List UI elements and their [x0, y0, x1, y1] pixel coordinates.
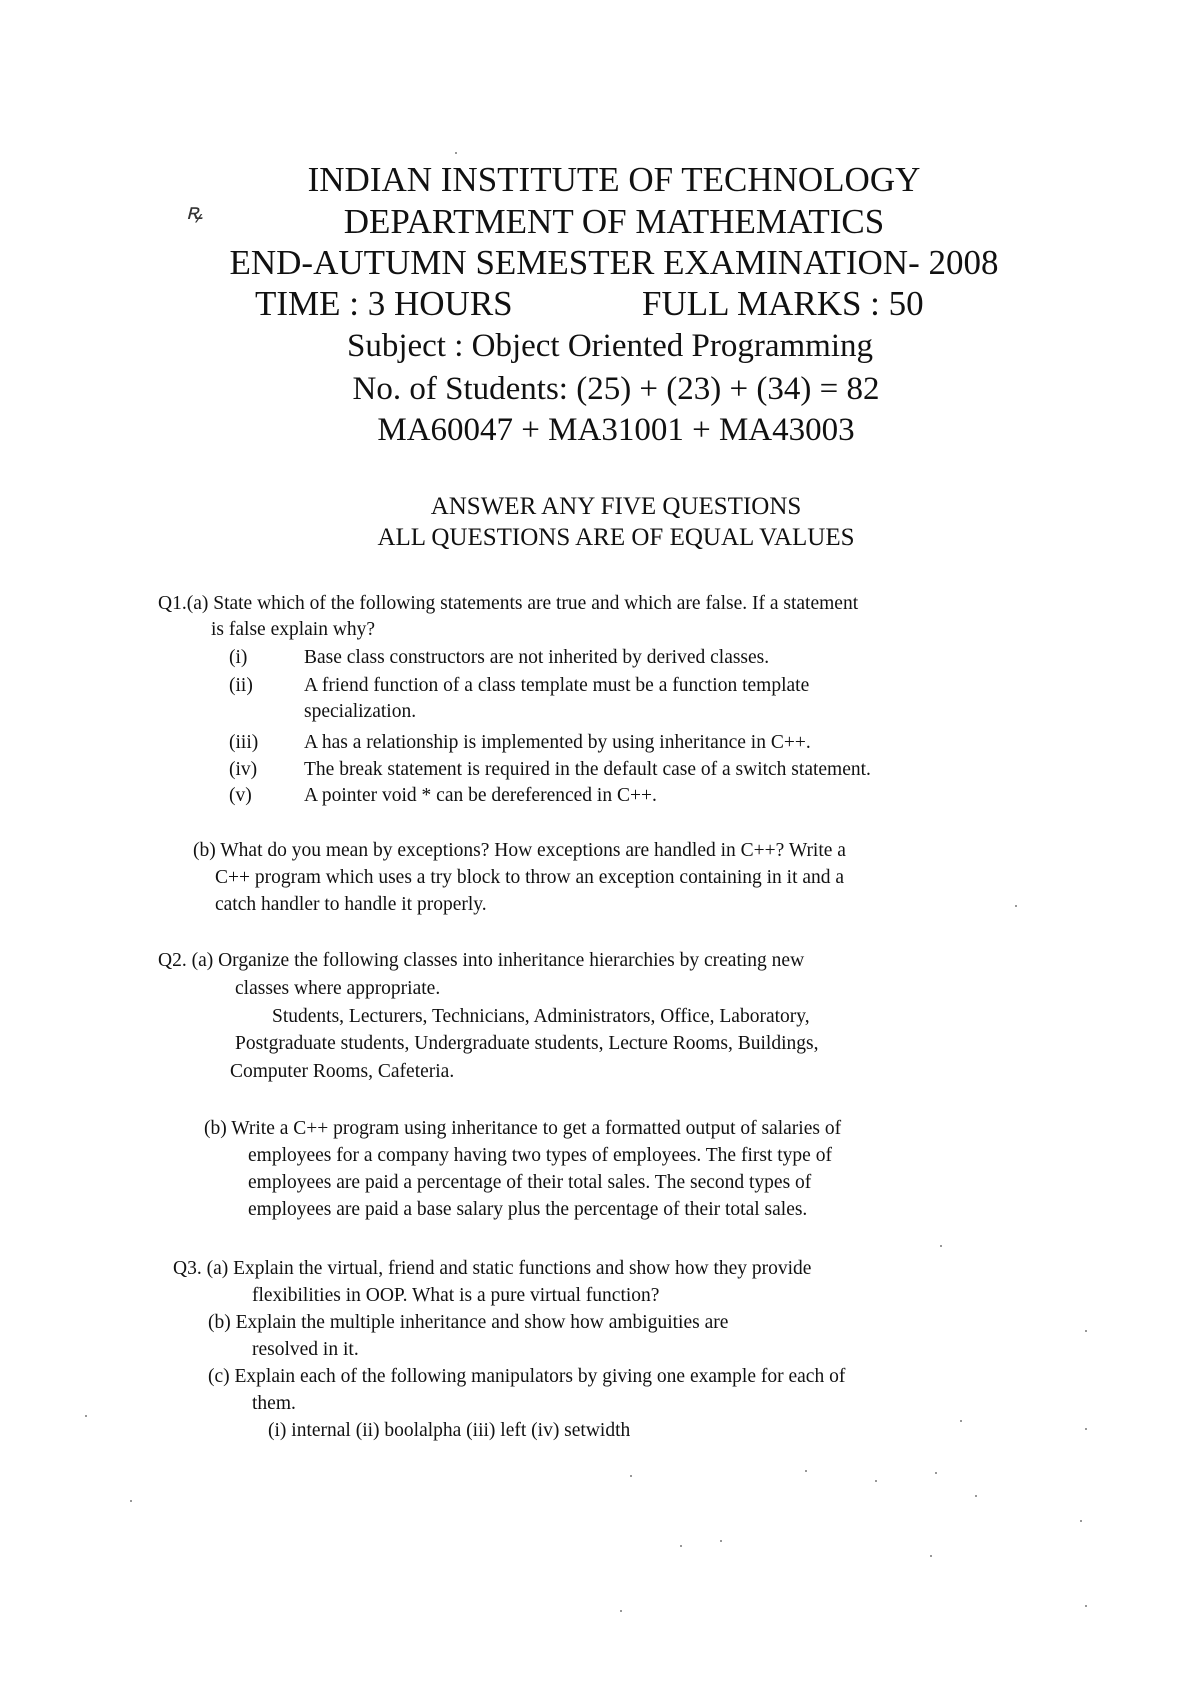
scan-speck	[1085, 1330, 1087, 1332]
department-title: DEPARTMENT OF MATHEMATICS	[343, 202, 885, 241]
q3-manipulators: (i) internal (ii) boolalpha (iii) left (iv) setwidth	[268, 1420, 631, 1441]
q1-item-number: (i)	[229, 647, 248, 668]
scan-speck	[930, 1555, 932, 1557]
q2-a-line: Q2. (a) Organize the following classes into inheritance hierarchies by creating new	[158, 950, 805, 971]
scan-speck	[935, 1472, 937, 1474]
scan-speck	[1085, 1605, 1087, 1607]
course-codes: MA60047 + MA31001 + MA43003	[377, 412, 855, 448]
scan-speck	[85, 1415, 87, 1417]
q2-b-line: employees are paid a base salary plus the percentage of their total sales.	[248, 1199, 808, 1220]
scan-speck	[875, 1480, 877, 1482]
instruction-equal-values: ALL QUESTIONS ARE OF EQUAL VALUES	[377, 524, 855, 551]
students-line: No. of Students: (25) + (23) + (34) = 82	[352, 371, 880, 407]
time-label: TIME : 3 HOURS	[255, 284, 513, 323]
q2-class-list: Postgraduate students, Undergraduate students, Lecture Rooms, Buildings,	[235, 1033, 819, 1054]
q2-b-line: employees for a company having two types of employees. The first type of	[248, 1145, 832, 1166]
q1-a-line: is false explain why?	[211, 619, 376, 640]
q1-a-line: Q1.(a) State which of the following statements are true and which are false. If a statement	[158, 593, 859, 614]
q2-a-line: classes where appropriate.	[235, 978, 441, 999]
institute-title: INDIAN INSTITUTE OF TECHNOLOGY	[307, 160, 921, 199]
scan-speck	[630, 1475, 632, 1477]
q2-b-line: employees are paid a percentage of their total sales. The second types of	[248, 1172, 812, 1193]
scan-speck	[130, 1500, 132, 1502]
q1-item-text: Base class constructors are not inherited by derived classes.	[304, 647, 770, 668]
q3-c-line: (c) Explain each of the following manipulators by giving one example for each of	[208, 1366, 846, 1387]
scan-speck	[940, 1245, 942, 1247]
scan-speck	[975, 1495, 977, 1497]
q2-class-list: Students, Lecturers, Technicians, Administrators, Office, Laboratory,	[272, 1006, 810, 1027]
scan-speck	[1085, 1428, 1087, 1430]
q1-item-number: (iv)	[229, 759, 258, 780]
q2-class-list: Computer Rooms, Cafeteria.	[230, 1061, 455, 1082]
q3-b-line: resolved in it.	[252, 1339, 359, 1360]
q1-b-line: (b) What do you mean by exceptions? How exceptions are handled in C++? Write a	[193, 840, 846, 861]
q1-b-line: catch handler to handle it properly.	[215, 894, 487, 915]
instruction-answer-any: ANSWER ANY FIVE QUESTIONS	[430, 493, 802, 520]
q1-item-text: The break statement is required in the default case of a switch statement.	[304, 759, 871, 780]
q1-item-text: A has a relationship is implemented by using inheritance in C++.	[304, 732, 811, 753]
scan-speck	[1015, 905, 1017, 907]
scan-speck	[620, 1610, 622, 1612]
scan-speck	[720, 1540, 722, 1542]
q3-a-line: flexibilities in OOP. What is a pure virtual function?	[252, 1285, 660, 1306]
q1-item-text: A pointer void * can be dereferenced in C++.	[304, 785, 657, 806]
q1-item-number: (ii)	[229, 675, 253, 696]
q1-item-number: (iii)	[229, 732, 259, 753]
full-marks-label: FULL MARKS : 50	[642, 284, 924, 323]
scan-speck	[1080, 1520, 1082, 1522]
scan-speck	[680, 1545, 682, 1547]
scan-speck	[455, 152, 457, 154]
q1-item-text: A friend function of a class template must be a function template	[304, 675, 810, 696]
q3-b-line: (b) Explain the multiple inheritance and show how ambiguities are	[208, 1312, 729, 1333]
scan-speck	[960, 1420, 962, 1422]
handwritten-mark: ꝶ	[186, 199, 203, 224]
q3-c-line: them.	[252, 1393, 296, 1414]
scan-speck	[805, 1470, 807, 1472]
q1-item-text: specialization.	[304, 701, 417, 722]
q1-item-number: (v)	[229, 785, 252, 806]
subject-line: Subject : Object Oriented Programming	[346, 328, 874, 364]
q3-a-line: Q3. (a) Explain the virtual, friend and static functions and show how they provide	[173, 1258, 812, 1279]
q2-b-line: (b) Write a C++ program using inheritance to get a formatted output of salaries of	[204, 1118, 842, 1139]
q1-b-line: C++ program which uses a try block to throw an exception containing in it and a	[215, 867, 845, 888]
exam-title: END-AUTUMN SEMESTER EXAMINATION- 2008	[229, 243, 999, 282]
